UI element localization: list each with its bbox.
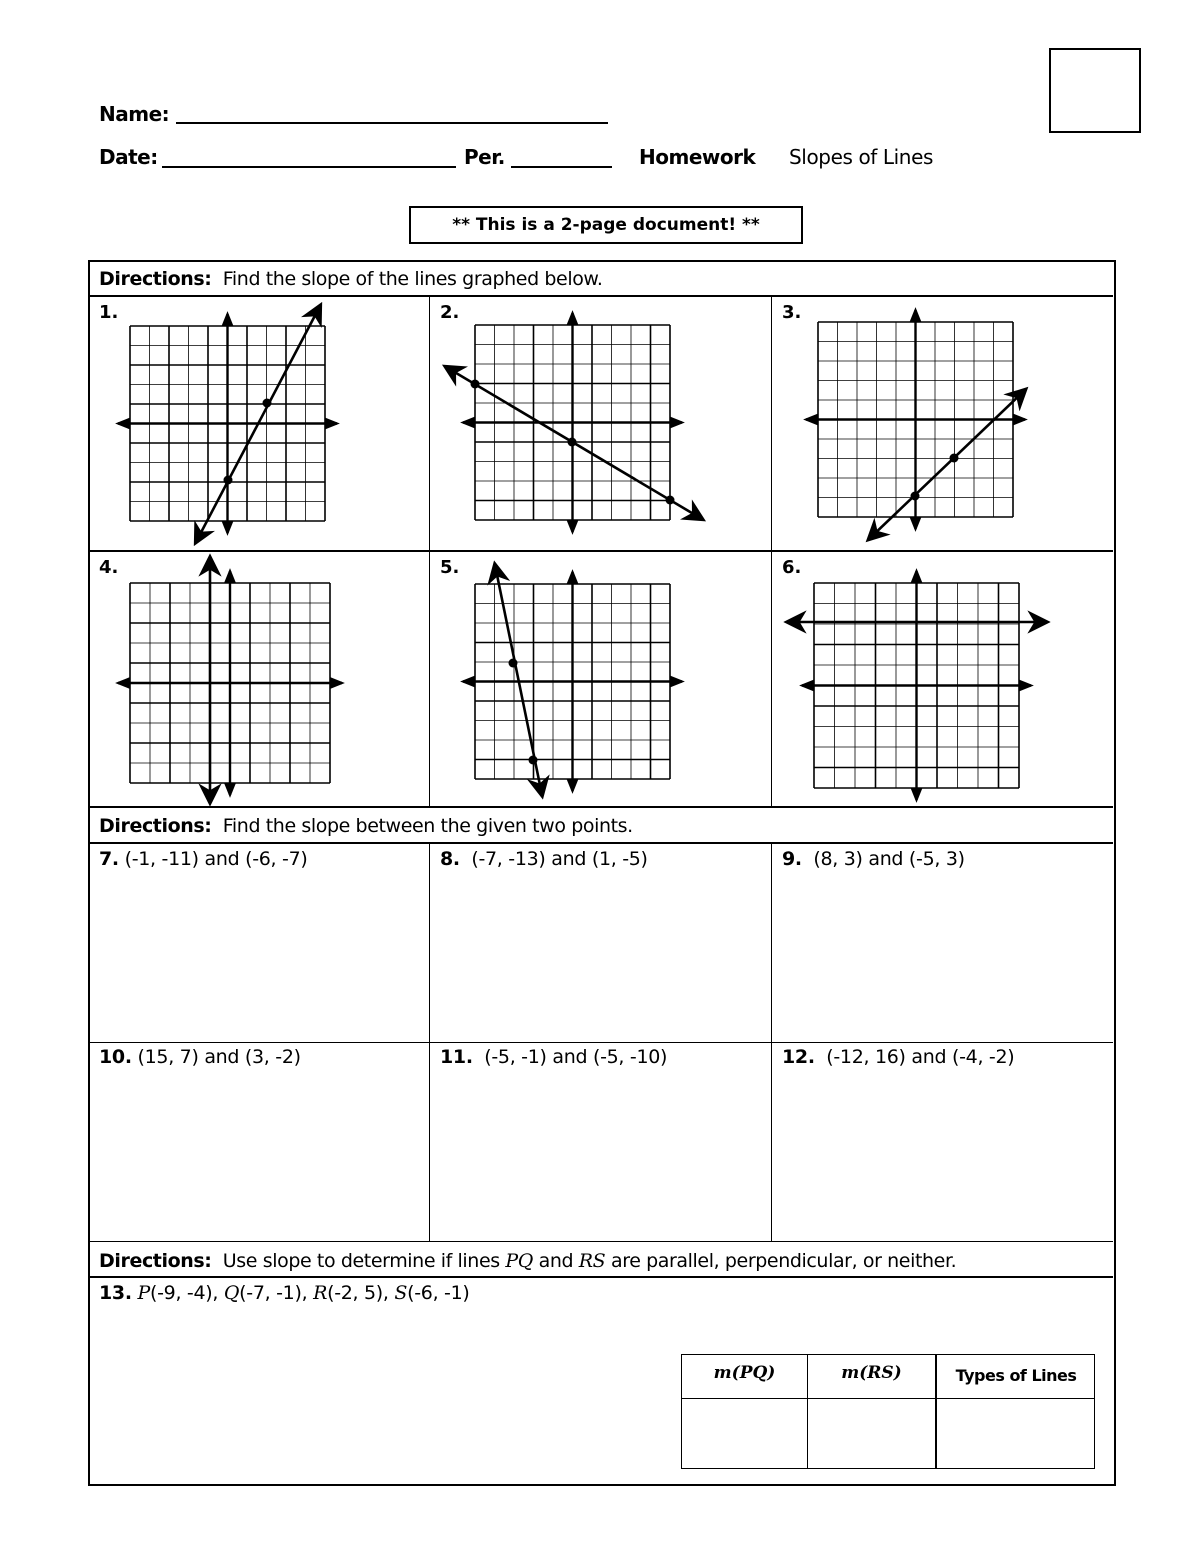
- plotted-point: [471, 380, 480, 389]
- problem-7: [99, 848, 308, 870]
- column-divider: [429, 296, 430, 806]
- line-name: RS: [578, 1250, 606, 1272]
- graph-1: [110, 300, 350, 550]
- date-field[interactable]: [162, 166, 456, 168]
- problem-number: 13.: [99, 1282, 132, 1304]
- answer-cell-rs[interactable]: [808, 1399, 935, 1469]
- problem-points: (-12, 16) and (-4, -2): [826, 1046, 1015, 1068]
- directions-text: Use slope to determine if lines: [222, 1250, 500, 1272]
- header-slope-rs: [808, 1363, 935, 1383]
- directions-text: are parallel, perpendicular, or neither.: [610, 1250, 957, 1272]
- problem-number: 10.: [99, 1046, 132, 1068]
- problem-number: 5.: [440, 557, 460, 578]
- divider: [89, 842, 1113, 844]
- problem-points: (-1, -11) and (-6, -7): [124, 848, 308, 870]
- divider: [89, 1276, 1113, 1278]
- column-divider: [771, 843, 772, 1241]
- header-slope-pq: [682, 1363, 807, 1383]
- plotted-point: [529, 756, 538, 765]
- plotted-point: [568, 438, 577, 447]
- directions-parallel: [99, 1250, 956, 1272]
- date-label: Date:: [99, 145, 158, 169]
- header-types: Types of Lines: [955, 1366, 1077, 1385]
- graph-5: [455, 555, 695, 805]
- point-coords: (-2, 5),: [327, 1282, 389, 1304]
- point-name: Q: [223, 1282, 240, 1304]
- slope-pq-label: m(PQ): [713, 1363, 776, 1383]
- period-field[interactable]: [511, 166, 612, 168]
- answer-cell-types[interactable]: [937, 1399, 1095, 1469]
- divider: [89, 550, 1113, 552]
- topic-title: Slopes of Lines: [789, 145, 934, 169]
- problem-8: [440, 848, 648, 870]
- point-coords: (-6, -1): [407, 1282, 470, 1304]
- problem-number: 12.: [782, 1046, 815, 1068]
- directions-text: Find the slope between the given two points.: [222, 815, 633, 837]
- plotted-point: [950, 454, 959, 463]
- divider: [89, 1042, 1113, 1043]
- point-name: P: [137, 1282, 150, 1304]
- problem-number: 11.: [440, 1046, 473, 1068]
- directions-text: Find the slope of the lines graphed below.: [222, 268, 603, 290]
- problem-13: [99, 1282, 470, 1304]
- problem-number: 6.: [782, 557, 802, 578]
- directions-graphs: [99, 268, 602, 290]
- problem-number: 3.: [782, 302, 802, 323]
- score-box: [1049, 48, 1141, 133]
- point-coords: (-7, -1),: [239, 1282, 308, 1304]
- answer-cell-pq[interactable]: [682, 1399, 807, 1469]
- plotted-point: [263, 399, 272, 408]
- problem-number: 1.: [99, 302, 119, 323]
- divider: [89, 1241, 1113, 1242]
- problem-points: (-7, -13) and (1, -5): [471, 848, 648, 870]
- problem-10: [99, 1046, 301, 1068]
- problem-points: (8, 3) and (-5, 3): [813, 848, 965, 870]
- column-divider: [429, 843, 430, 1241]
- point-name: R: [313, 1282, 328, 1304]
- column-divider: [771, 296, 772, 806]
- problem-number: 7.: [99, 848, 119, 870]
- point-coords: (-9, -4),: [150, 1282, 219, 1304]
- problem-12: [782, 1046, 1014, 1068]
- directions-points: [99, 815, 633, 837]
- plotted-point: [224, 476, 233, 485]
- problem-number: 8.: [440, 848, 460, 870]
- problem-number: 9.: [782, 848, 802, 870]
- directions-text: and: [538, 1250, 574, 1272]
- answer-table: [681, 1354, 1095, 1469]
- plotted-point: [666, 496, 675, 505]
- divider: [89, 295, 1113, 297]
- period-label: Per.: [464, 145, 505, 169]
- line-name: PQ: [505, 1250, 533, 1272]
- divider: [89, 806, 1113, 808]
- doc-type: Homework: [639, 145, 756, 169]
- problem-number: 4.: [99, 557, 119, 578]
- problem-number: 2.: [440, 302, 460, 323]
- name-field[interactable]: [176, 122, 608, 124]
- directions-label: Directions:: [99, 1250, 212, 1272]
- slope-rs-label: m(RS): [841, 1363, 902, 1383]
- problem-9: [782, 848, 965, 870]
- graph-6: [780, 555, 1060, 805]
- problem-points: (15, 7) and (3, -2): [137, 1046, 301, 1068]
- directions-label: Directions:: [99, 268, 212, 290]
- graph-3: [795, 300, 1035, 550]
- name-label: Name:: [99, 102, 170, 126]
- problem-11: [440, 1046, 667, 1068]
- graph-2: [440, 300, 720, 550]
- graph-4: [110, 555, 355, 805]
- plotted-point: [911, 492, 920, 501]
- directions-label: Directions:: [99, 815, 212, 837]
- plotted-point: [509, 659, 518, 668]
- point-name: S: [394, 1282, 408, 1304]
- problem-points: (-5, -1) and (-5, -10): [484, 1046, 668, 1068]
- two-page-banner: ** This is a 2-page document! **: [409, 206, 803, 244]
